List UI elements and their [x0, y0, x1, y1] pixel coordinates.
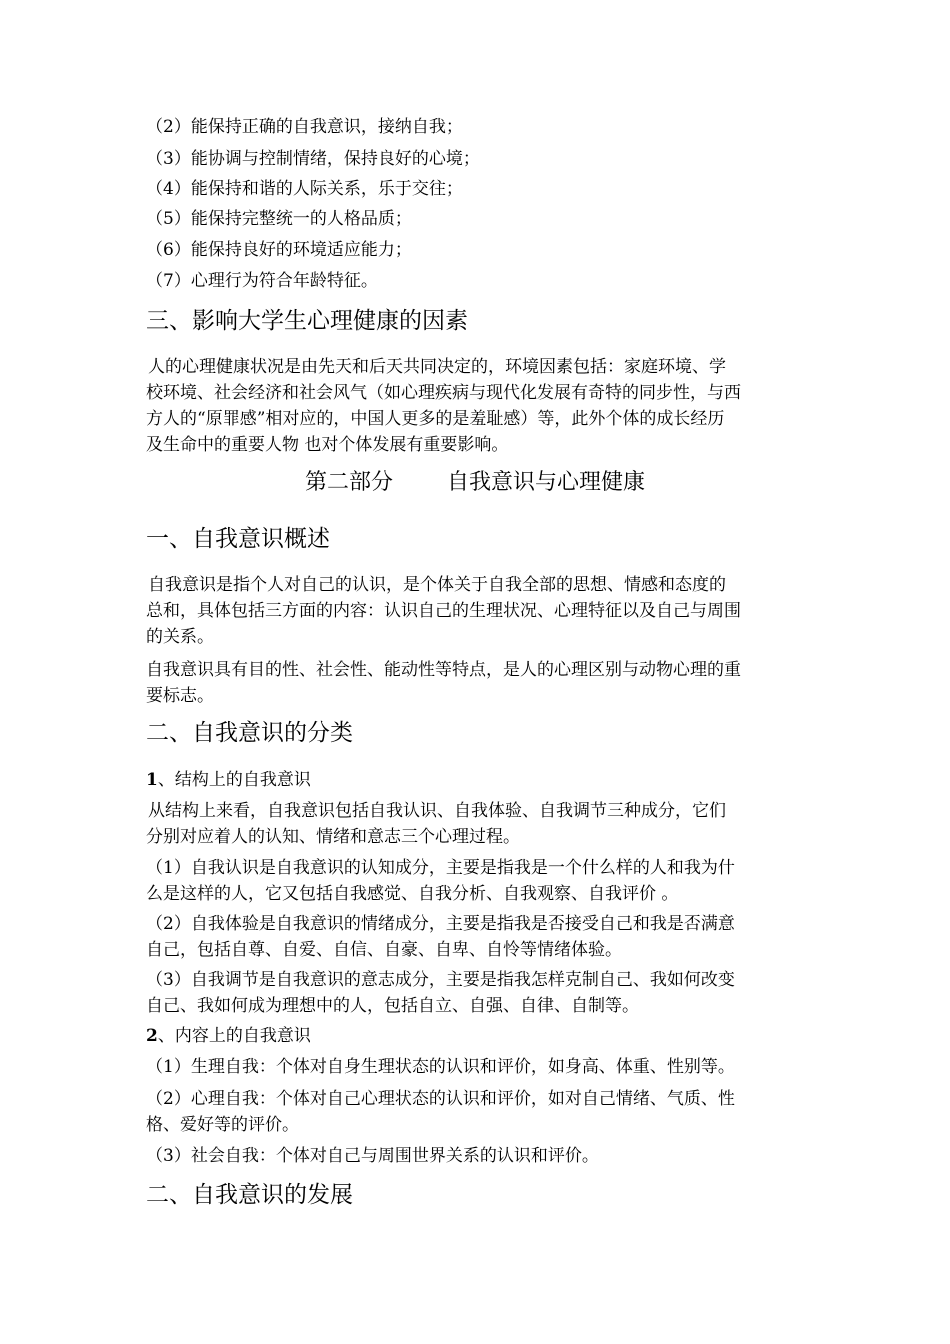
- section-heading: 二、自我意识的分类: [146, 720, 353, 746]
- subheading-text: 、结构上的自我意识: [157, 770, 311, 790]
- subheading-number: 1: [146, 770, 158, 790]
- list-item: （3）能协调与控制情绪，保持良好的心境；: [146, 149, 480, 169]
- paragraph-line: （2）自我体验是自我意识的情绪成分，主要是指我是否接受自己和我是否满意: [146, 914, 735, 934]
- paragraph-line: 从结构上来看，自我意识包括自我认识、自我体验、自我调节三种成分，它们: [148, 801, 726, 821]
- list-item: （6）能保持良好的环境适应能力；: [146, 240, 412, 260]
- paragraph-line: 格、爱好等的评价。: [146, 1115, 299, 1135]
- list-item: （4）能保持和谐的人际关系，乐于交往；: [146, 179, 463, 199]
- part-label: 第二部分: [304, 470, 393, 495]
- part-name: 自我意识与心理健康: [447, 470, 646, 495]
- list-item: （7）心理行为符合年龄特征。: [146, 271, 378, 291]
- paragraph-line: 自己，包括自尊、自爱、自信、自豪、自卑、自怜等情绪体验。: [146, 940, 622, 960]
- paragraph-line: 分别对应着人的认知、情绪和意志三个心理过程。: [146, 827, 520, 847]
- paragraph-line: （2）心理自我：个体对自己心理状态的认识和评价，如对自己情绪、气质、性: [146, 1089, 735, 1109]
- section-heading: 一、自我意识概述: [146, 526, 330, 552]
- paragraph-line: （3）社会自我：个体对自己与周围世界关系的认识和评价。: [146, 1146, 599, 1166]
- subheading: [146, 1025, 311, 1047]
- paragraph-line: （3）自我调节是自我意识的意志成分，主要是指我怎样克制自己、我如何改变: [146, 970, 735, 990]
- list-item: （5）能保持完整统一的人格品质；: [146, 209, 412, 229]
- paragraph-line: 要标志。: [146, 686, 214, 706]
- paragraph-line: 方人的“原罪感”相对应的，中国人更多的是羞耻感）等，此外个体的成长经历: [146, 409, 725, 429]
- section-heading: 三、影响大学生心理健康的因素: [146, 308, 468, 334]
- list-item: （2）能保持正确的自我意识，接纳自我；: [146, 117, 463, 137]
- paragraph-line: 校环境、社会经济和社会风气（如心理疾病与现代化发展有奇特的同步性，与西: [146, 383, 741, 403]
- paragraph-line: 的关系。: [146, 627, 214, 647]
- paragraph-line: 自我意识具有目的性、社会性、能动性等特点，是人的心理区别与动物心理的重: [146, 660, 741, 680]
- paragraph-line: 及生命中的重要人物 也对个体发展有重要影响。: [146, 435, 509, 455]
- paragraph-line: 总和，具体包括三方面的内容：认识自己的生理状况、心理特征以及自己与周围: [146, 601, 741, 621]
- part-title: [0, 468, 950, 498]
- paragraph-line: 人的心理健康状况是由先天和后天共同决定的，环境因素包括：家庭环境、学: [148, 357, 726, 377]
- paragraph-line: 自我意识是指个人对自己的认识，是个体关于自我全部的思想、情感和态度的: [148, 575, 726, 595]
- paragraph-line: （1）自我认识是自我意识的认知成分，主要是指我是一个什么样的人和我为什: [146, 858, 735, 878]
- subheading-number: 2: [146, 1026, 158, 1046]
- paragraph-line: （1）生理自我：个体对自身生理状态的认识和评价，如身高、体重、性别等。: [146, 1057, 735, 1077]
- section-heading: 二、自我意识的发展: [146, 1182, 353, 1208]
- subheading: [146, 769, 311, 791]
- paragraph-line: 么是这样的人，它又包括自我感觉、自我分析、自我观察、自我评价 。: [146, 884, 679, 904]
- subheading-text: 、内容上的自我意识: [157, 1026, 311, 1046]
- paragraph-line: 自己、我如何成为理想中的人，包括自立、自强、自律、自制等。: [146, 996, 639, 1016]
